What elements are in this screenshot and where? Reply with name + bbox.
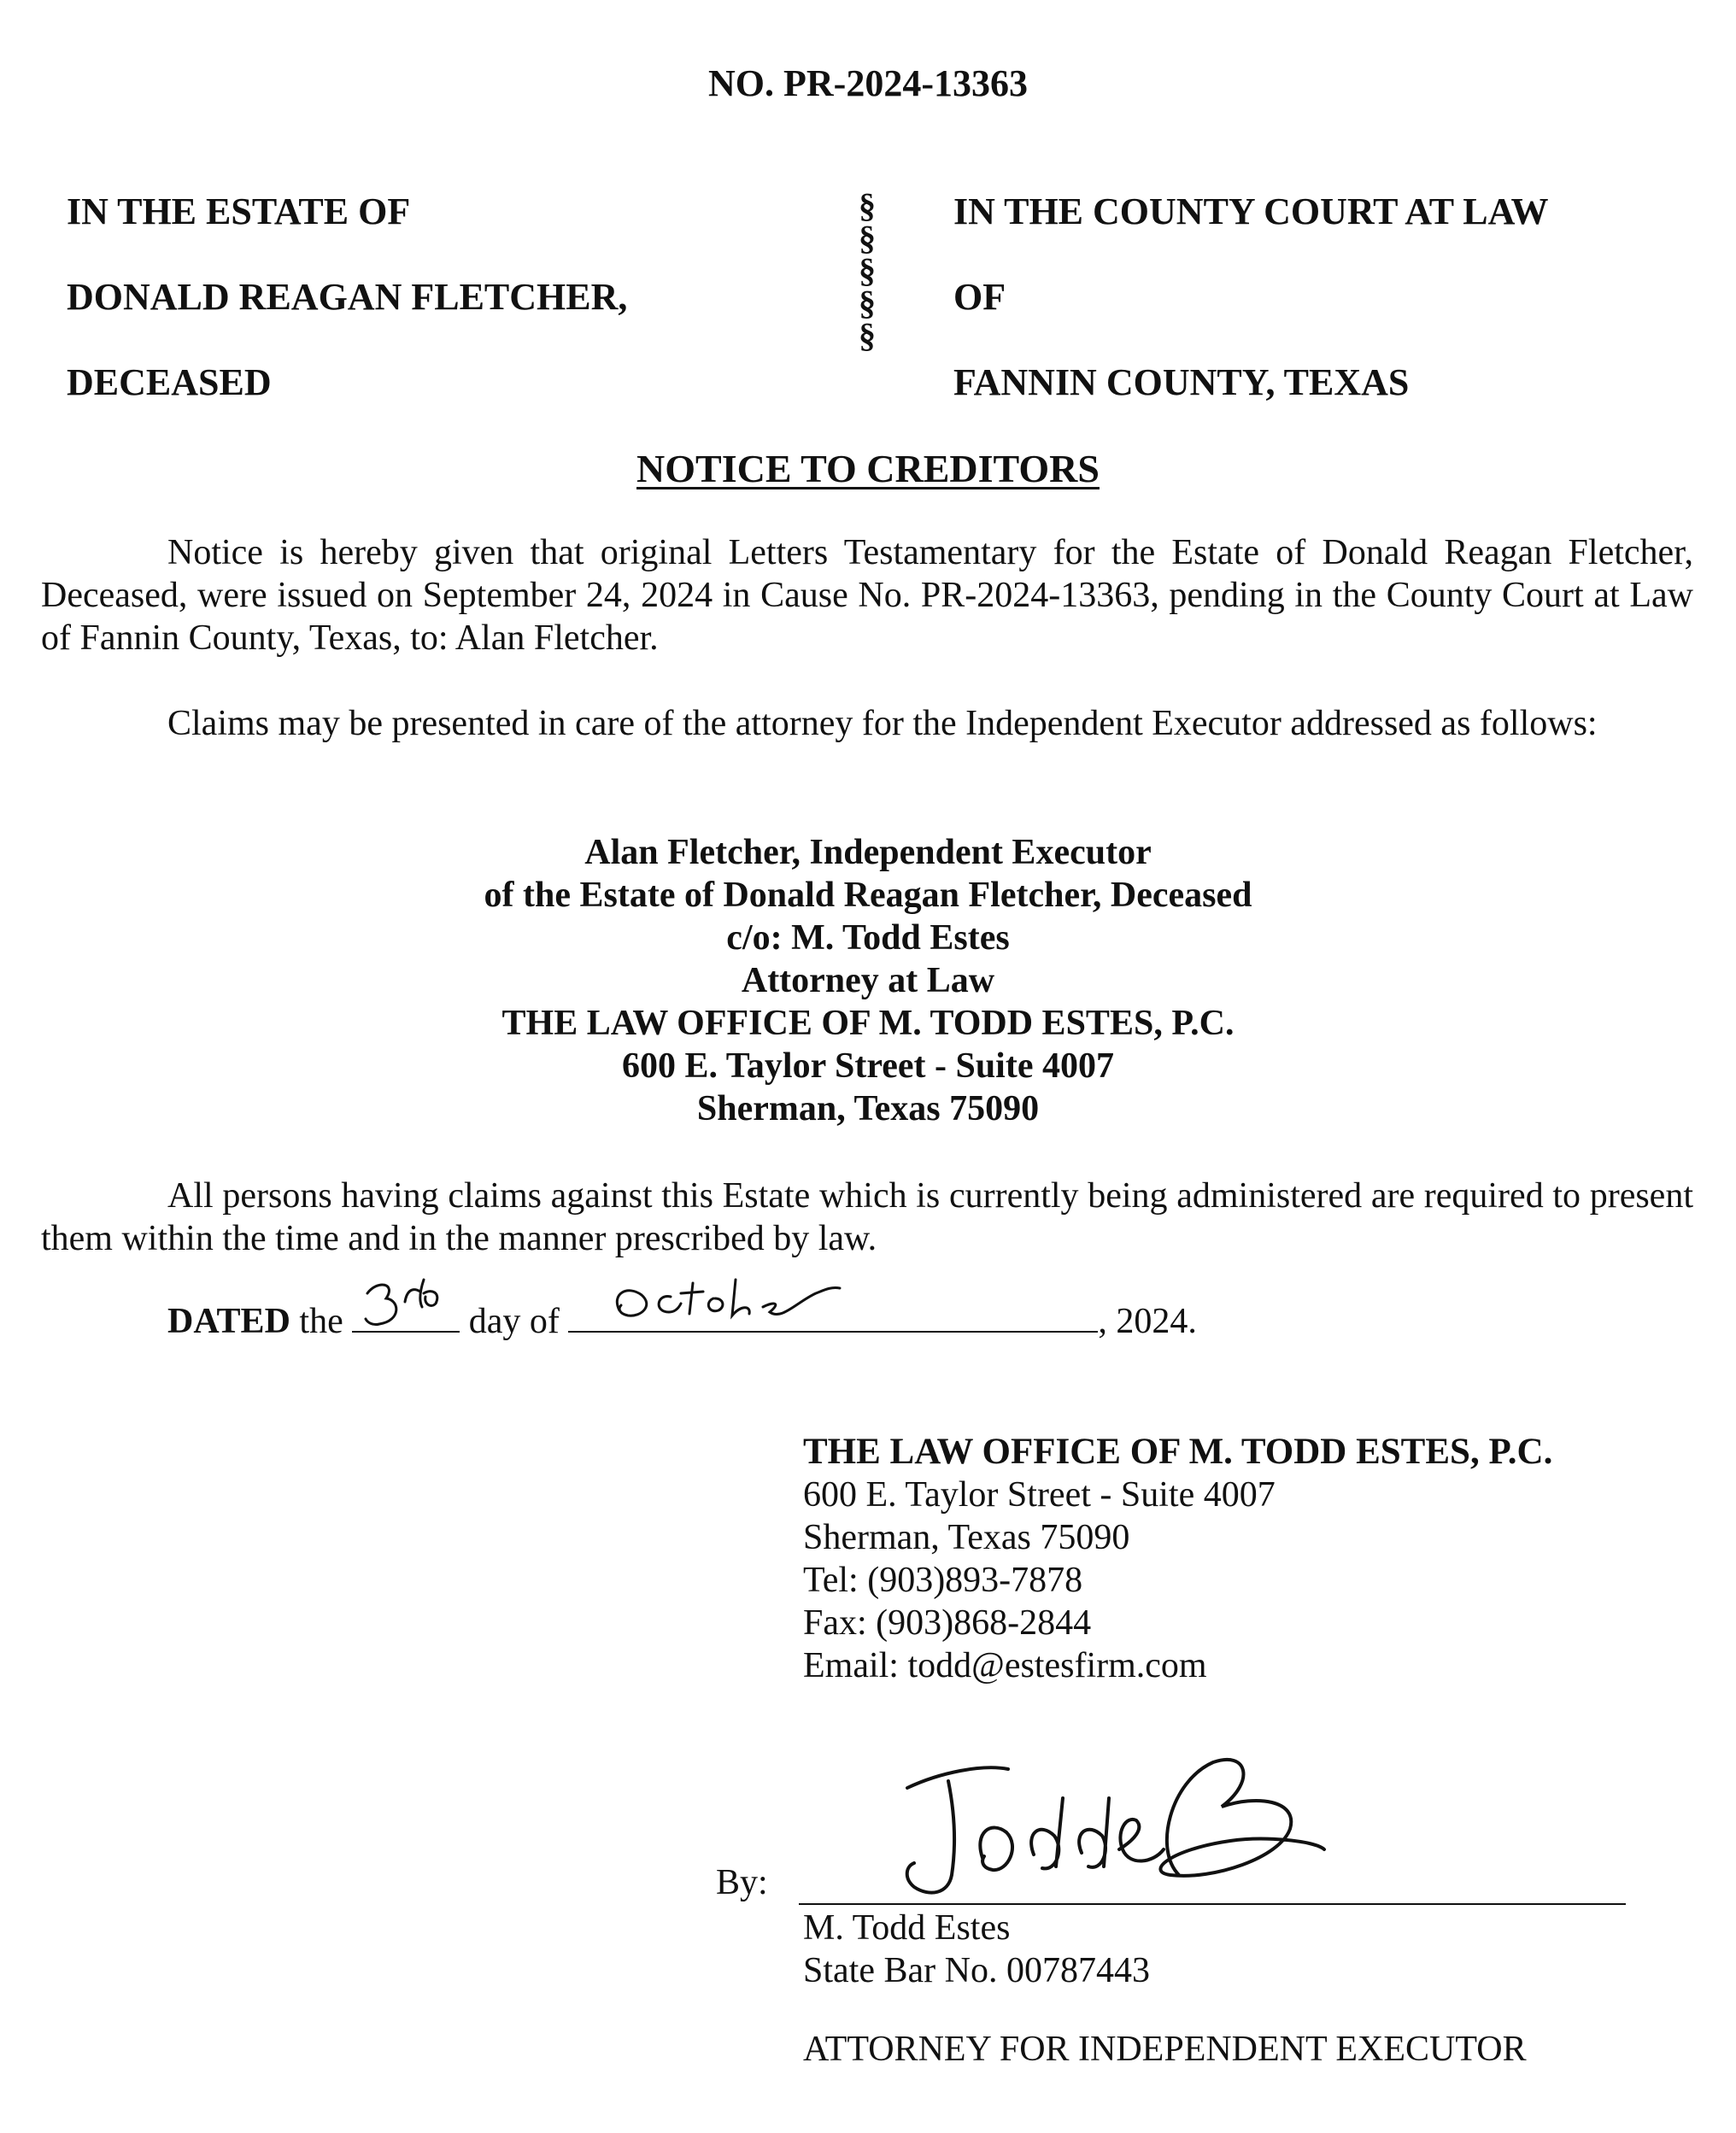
paragraph-claims-presented [41, 702, 1693, 745]
attorney-role: ATTORNEY FOR INDEPENDENT EXECUTOR [803, 2030, 1527, 2069]
address-line: THE LAW OFFICE OF M. TODD ESTES, P.C. [501, 1004, 1235, 1043]
bar-number: State Bar No. 00787443 [803, 1951, 1150, 1990]
section-mark: § [859, 186, 876, 225]
address-line: Alan Fletcher, Independent Executor [584, 833, 1152, 872]
firm-fax: Fax: (903)868-2844 [803, 1603, 1092, 1643]
day-blank [352, 1298, 460, 1333]
notice-title: NOTICE TO CREDITORS [636, 447, 1100, 490]
paragraph-text: Claims may be presented in care of the attorney for the Independent Executor addressed as follows: [167, 704, 1598, 743]
address-line: of the Estate of Donald Reagan Fletcher, Deceased [484, 876, 1252, 915]
paragraph-text: Notice is hereby given that original Letters Testamentary for the Estate of Donald Reagan Fletcher, Deceased, were issued on September 24, 2024 in Cause No. PR-2024-13363, pending in the County Court at Law of Fannin County, Texas, to: Alan Fletcher. [41, 533, 1693, 658]
caption-right-line-3: FANNIN COUNTY, TEXAS [953, 361, 1410, 403]
signature-line [799, 1903, 1626, 1905]
case-number: NO. PR-2024-13363 [708, 62, 1028, 104]
address-line: Attorney at Law [741, 961, 995, 1000]
signer-name: M. Todd Estes [803, 1908, 1011, 1948]
caption-right-line-1: IN THE COUNTY COURT AT LAW [953, 190, 1549, 232]
section-marks [850, 186, 884, 355]
handwritten-signature [889, 1747, 1333, 1918]
paragraph-text: All persons having claims against this Estate which is currently being administered are required to present them within the time and in the manner prescribed by law. [41, 1176, 1693, 1258]
firm-tel: Tel: (903)893-7878 [803, 1561, 1083, 1600]
dated-line [167, 1298, 1197, 1342]
caption-right-line-2: OF [953, 276, 1006, 318]
firm-name: THE LAW OFFICE OF M. TODD ESTES, P.C. [803, 1432, 1553, 1472]
section-mark: § [859, 251, 876, 290]
month-blank [568, 1298, 1098, 1333]
firm-signature-block [803, 1431, 1552, 1687]
attorney-block [803, 1907, 1150, 1992]
address-line: c/o: M. Todd Estes [726, 918, 1010, 958]
caption-left-line-1: IN THE ESTATE OF [67, 190, 411, 232]
firm-email: Email: todd@estesfirm.com [803, 1646, 1207, 1685]
handwritten-month [568, 1268, 1098, 1336]
caption-left-line-3: DECEASED [67, 361, 272, 403]
section-mark: § [859, 219, 876, 257]
firm-street: 600 E. Taylor Street - Suite 4007 [803, 1475, 1276, 1515]
section-mark: § [859, 284, 876, 322]
caption-left-line-2: DONALD REAGAN FLETCHER, [67, 276, 628, 318]
paragraph-letters-issued [41, 531, 1693, 659]
address-line: Sherman, Texas 75090 [696, 1089, 1040, 1128]
dated-day-of: day of [460, 1302, 569, 1341]
dated-the: the [290, 1302, 353, 1341]
dated-year: , 2024. [1098, 1302, 1197, 1341]
address-line: 600 E. Taylor Street - Suite 4007 [622, 1046, 1114, 1086]
by-label: By: [716, 1863, 768, 1902]
dated-label: DATED [167, 1302, 290, 1341]
handwritten-day [352, 1268, 460, 1336]
executor-address-block [0, 831, 1736, 1130]
section-mark: § [859, 316, 876, 355]
paragraph-claims-required [41, 1175, 1693, 1260]
firm-city: Sherman, Texas 75090 [803, 1518, 1130, 1557]
